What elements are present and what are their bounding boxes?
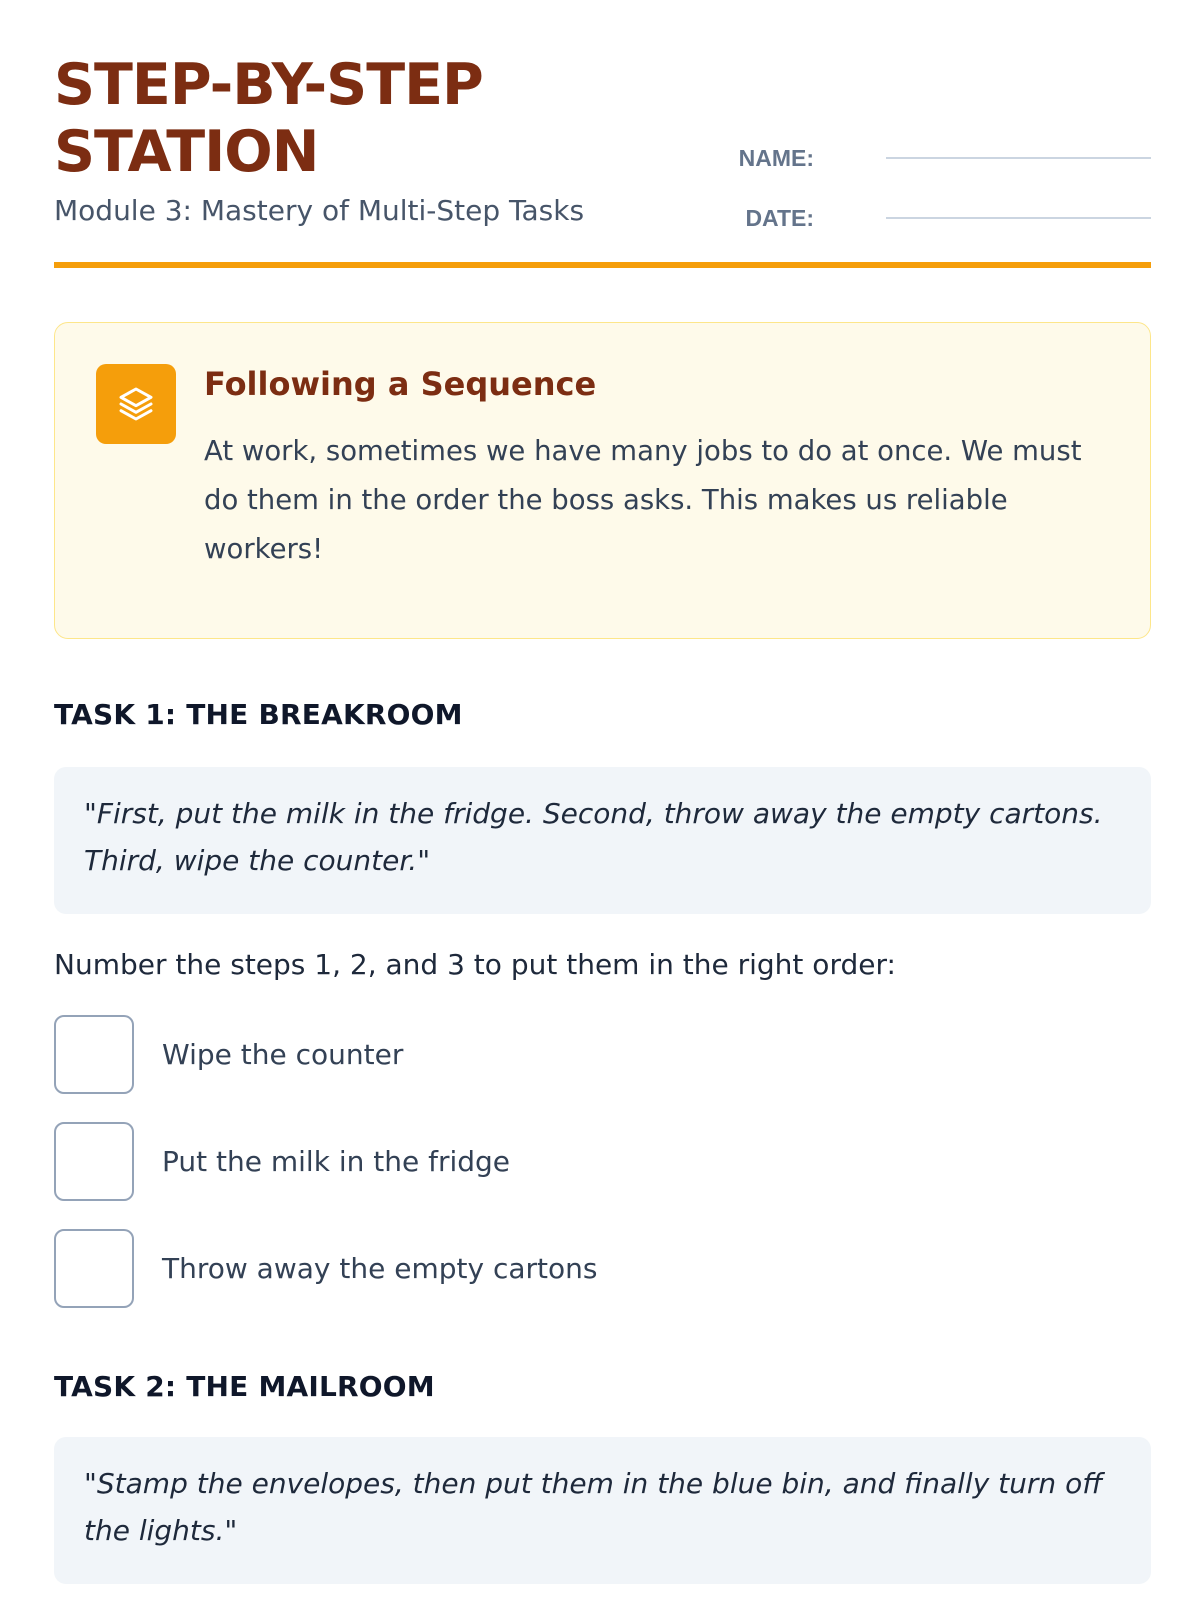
task-1-quote: "First, put the milk in the fridge. Second, throw away the empty cartons. Third, wipe the counter.": [84, 797, 1103, 877]
step-number-box[interactable]: [54, 1122, 134, 1201]
task-1-instruction: Number the steps 1, 2, and 3 to put them in the right order:: [54, 948, 896, 981]
step-row: [54, 1122, 1151, 1202]
date-label: DATE:: [745, 205, 814, 231]
info-callout: [54, 322, 1151, 639]
task-1-quote-box: [54, 767, 1151, 914]
title-line-2: STATION: [54, 119, 319, 185]
date-field: [734, 203, 1151, 233]
layers-icon: [96, 364, 176, 444]
task-2-heading: TASK 2: THE MAILROOM: [54, 1370, 435, 1403]
step-label: Put the milk in the fridge: [162, 1145, 511, 1178]
page-subtitle: Module 3: Mastery of Multi-Step Tasks: [54, 194, 585, 227]
callout-title: Following a Sequence: [204, 365, 597, 403]
task-2-quote: "Stamp the envelopes, then put them in the blue bin, and finally turn off the lights.": [84, 1467, 1103, 1547]
worksheet-page: [54, 0, 1151, 1547]
step-label: Wipe the counter: [162, 1038, 404, 1071]
task-2-quote-box: [54, 1437, 1151, 1584]
step-number-box[interactable]: [54, 1015, 134, 1094]
step-label: Throw away the empty cartons: [162, 1252, 598, 1285]
step-row: [54, 1229, 1151, 1309]
name-write-line[interactable]: [886, 157, 1151, 159]
worksheet-header: [54, 0, 1151, 272]
date-write-line[interactable]: [886, 217, 1151, 219]
header-divider: [54, 262, 1151, 268]
step-number-box[interactable]: [54, 1229, 134, 1308]
callout-body: At work, sometimes we have many jobs to do at once. We must do them in the order the boss asks. This makes us reliable workers!: [204, 435, 1082, 565]
name-field: [734, 143, 1151, 173]
task-1-heading: TASK 1: THE BREAKROOM: [54, 698, 463, 731]
step-row: [54, 1015, 1151, 1095]
title-line-1: STEP-BY-STEP: [54, 52, 483, 118]
page-title: [54, 52, 714, 186]
name-label: NAME:: [738, 145, 814, 171]
